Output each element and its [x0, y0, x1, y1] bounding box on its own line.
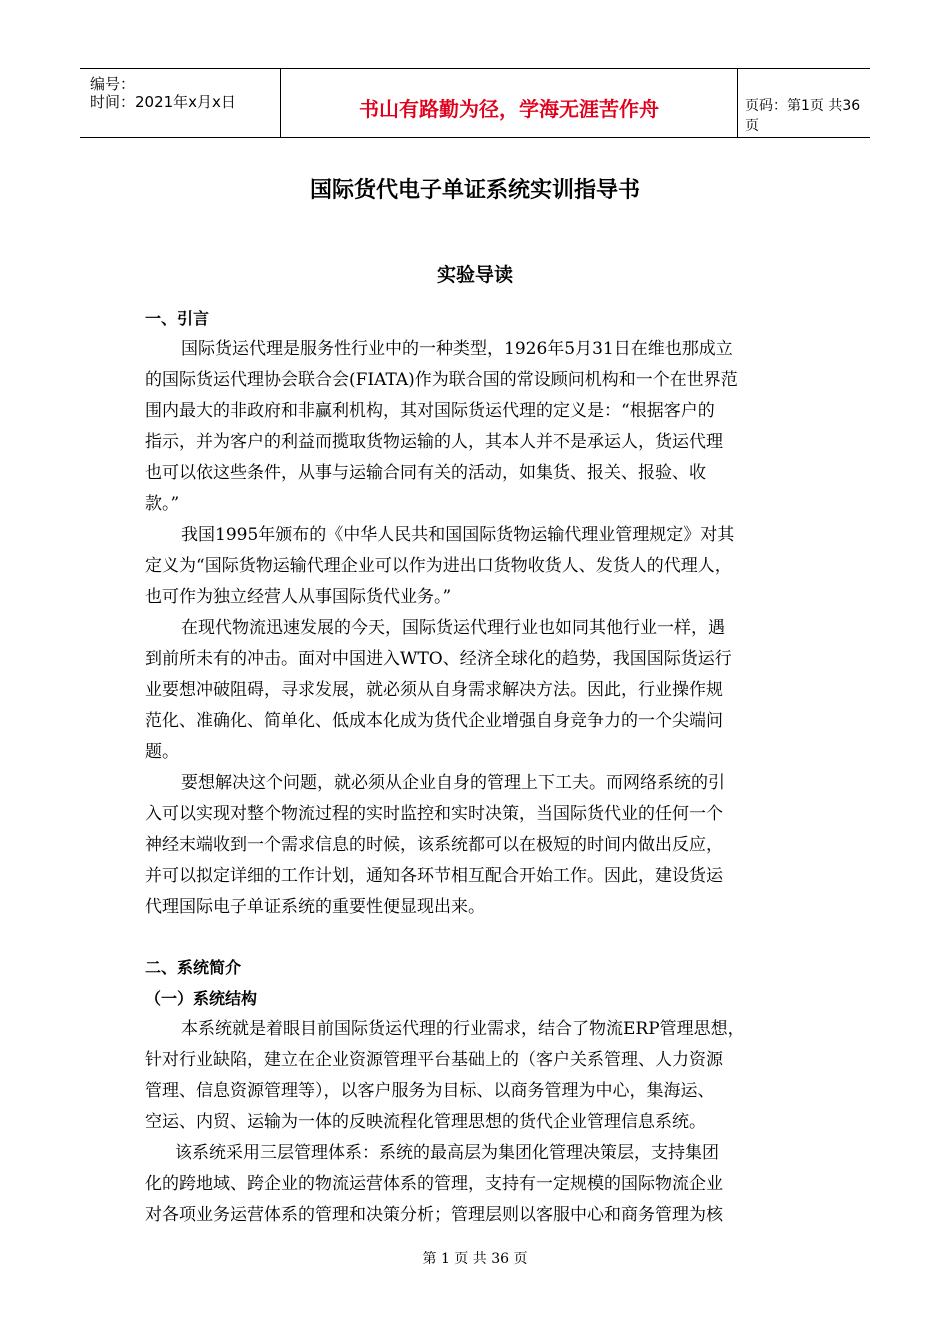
paragraph-line: 管理、信息资源管理等），以客户服务为目标、以商务管理为中心，集海运、	[145, 1081, 715, 1101]
paragraph-line: 范化、准确化、简单化、低成本化成为货代企业增强自身竞争力的一个尖端问	[145, 711, 723, 731]
paragraph-line: 业要想冲破阻碍，寻求发展，就必须从自身需求解决方法。因此，行业操作规	[145, 680, 723, 700]
header-motto-cell	[280, 69, 738, 137]
section-heading-intro: 一、引言	[145, 309, 210, 328]
paragraph-line: 神经末端收到一个需求信息的时候，该系统都可以在极短的时间内做出反应，	[145, 835, 723, 855]
paragraph-line: 对各项业务运营体系的管理和决策分析；管理层则以客服中心和商务管理为核	[145, 1205, 723, 1225]
paragraph-line: 的国际货运代理协会联合会(FIATA)作为联合国的常设顾问机构和一个在世界范	[145, 370, 738, 390]
paragraph-line: 本系统就是着眼目前国际货运代理的行业需求，结合了物流ERP管理思想，	[181, 1019, 745, 1039]
page-code: 页码：第1页 共36页	[745, 98, 861, 134]
paragraph-line: 入可以实现对整个物流过程的实时监控和实时决策，当国际货代业的任何一个	[145, 804, 723, 824]
paragraph-line: 题。	[145, 742, 179, 762]
paragraph-line: 国际货运代理是服务性行业中的一种类型，1926年5月31日在维也那成立	[181, 339, 733, 359]
paragraph-line: 要想解决这个问题，就必须从企业自身的管理上下工夫。而网络系统的引	[181, 773, 725, 793]
paragraph-line: 到前所未有的冲击。面对中国进入WTO、经济全球化的趋势，我国国际货运行	[145, 649, 732, 669]
header-page-cell	[737, 69, 870, 137]
paragraph-line: 指示，并为客户的利益而揽取货物运输的人，其本人并不是承运人，货运代理	[145, 432, 723, 452]
paragraph-line: 空运、内贸、运输为一体的反映流程化管理思想的货代企业管理信息系统。	[145, 1112, 706, 1132]
document-title: 国际货代电子单证系统实训指导书	[309, 178, 640, 203]
paragraph-line: 并可以拟定详细的工作计划，通知各环节相互配合开始工作。因此，建设货运	[145, 866, 723, 886]
paragraph-line: 在现代物流迅速发展的今天，国际货运代理行业也如同其他行业一样，遇	[181, 618, 725, 638]
paragraph-line: 针对行业缺陷，建立在企业资源管理平台基础上的（客户关系管理、人力资源	[145, 1050, 723, 1070]
paragraph-line: 也可以依这些条件，从事与运输合同有关的活动，如集货、报关、报验、收	[145, 463, 706, 483]
paragraph-line: 该系统采用三层管理体系：系统的最高层为集团化管理决策层，支持集团	[175, 1143, 719, 1163]
section-heading-system: 二、系统简介	[145, 958, 242, 977]
paragraph-line: 定义为“国际货物运输代理企业可以作为进出口货物收货人、发货人的代理人，	[145, 556, 732, 576]
date-line: 时间：2021年x月x日	[90, 93, 236, 111]
header-left-cell	[80, 69, 280, 137]
subsection-heading: （一）系统结构	[145, 989, 258, 1008]
section-title: 实验导读	[436, 264, 513, 286]
motto: 书山有路勤为径，学海无涯苦作舟	[359, 97, 659, 121]
serial-label: 编号：	[90, 75, 136, 93]
paragraph-line: 化的跨地域、跨企业的物流运营体系的管理，支持有一定规模的国际物流企业	[145, 1174, 723, 1194]
page-footer: 第 1 页 共 36 页	[422, 1251, 528, 1267]
paragraph-line: 也可作为独立经营人从事国际货代业务。”	[145, 587, 452, 607]
paragraph-line: 我国1995年颁布的《中华人民共和国国际货物运输代理业管理规定》对其	[181, 525, 735, 545]
paragraph-line: 围内最大的非政府和非赢利机构，其对国际货运代理的定义是：“根据客户的	[145, 401, 715, 421]
header-table	[80, 68, 870, 138]
paragraph-line: 款。”	[145, 494, 180, 514]
paragraph-line: 代理国际电子单证系统的重要性便显现出来。	[145, 897, 485, 917]
